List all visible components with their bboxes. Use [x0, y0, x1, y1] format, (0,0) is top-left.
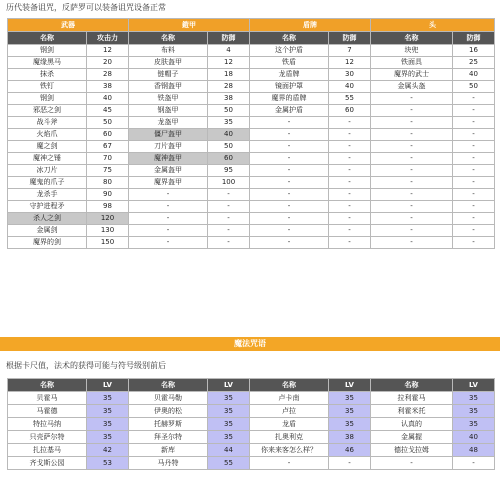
spell-name-cell: -: [250, 457, 329, 470]
spell-name-cell: 扎奥利克: [250, 431, 329, 444]
spell-name-cell: 你来来客怎么样？: [250, 444, 329, 457]
equipment-cell: -: [453, 165, 495, 177]
category-weapon: 武器: [8, 19, 129, 32]
spells-header-cell: 名称: [371, 379, 453, 392]
equipment-row: [8, 69, 495, 81]
spell-level-cell: 42: [87, 444, 129, 457]
spell-row: [8, 457, 495, 470]
equipment-row: [8, 213, 495, 225]
equipment-cell: -: [453, 105, 495, 117]
spell-level-cell: 35: [453, 405, 495, 418]
spells-header-cell: LV: [329, 379, 371, 392]
equipment-header-row: [8, 32, 495, 45]
equipment-cell: 皮肤盔甲: [129, 57, 208, 69]
equipment-cell: -: [129, 189, 208, 201]
equipment-cell: -: [371, 105, 453, 117]
spell-name-cell: 齐戈斯公园: [8, 457, 87, 470]
spell-level-cell: 35: [453, 418, 495, 431]
equipment-cell: 金属护盾: [250, 105, 329, 117]
spell-level-cell: 35: [87, 431, 129, 444]
equipment-cell: -: [208, 237, 250, 249]
equipment-row: [8, 93, 495, 105]
equipment-cell: -: [329, 201, 371, 213]
spell-name-cell: 扎拉基马: [8, 444, 87, 457]
equipment-cell: 邪恶之剑: [8, 105, 87, 117]
spell-level-cell: -: [453, 457, 495, 470]
equipment-row: [8, 81, 495, 93]
spell-row: [8, 418, 495, 431]
equipment-cell: -: [371, 117, 453, 129]
equipment-category-row: [8, 19, 495, 32]
spell-level-cell: 35: [208, 392, 250, 405]
spell-level-cell: 48: [453, 444, 495, 457]
equipment-cell: -: [453, 93, 495, 105]
equipment-cell: 块兜: [371, 45, 453, 57]
equipment-cell: 魔神之锤: [8, 153, 87, 165]
spell-name-cell: 利霍米托: [371, 405, 453, 418]
spell-name-cell: 卢拉: [250, 405, 329, 418]
equipment-cell: -: [371, 93, 453, 105]
equipment-header-cell: 攻击力: [87, 32, 129, 45]
equipment-cell: -: [208, 213, 250, 225]
spell-level-cell: 55: [208, 457, 250, 470]
equipment-cell: 75: [87, 165, 129, 177]
spell-name-cell: 卢卡南: [250, 392, 329, 405]
spell-name-cell: 特拉马纳: [8, 418, 87, 431]
equipment-row: [8, 201, 495, 213]
equipment-cell: -: [250, 129, 329, 141]
equipment-cell: 40: [329, 81, 371, 93]
equipment-cell: -: [371, 201, 453, 213]
equipment-cell: 刀片盔甲: [129, 141, 208, 153]
equipment-row: [8, 153, 495, 165]
spell-name-cell: -: [371, 457, 453, 470]
equipment-cell: 70: [87, 153, 129, 165]
category-armor: 鎧甲: [129, 19, 250, 32]
spell-name-cell: 认真的: [371, 418, 453, 431]
equipment-cell: 金属头盔: [371, 81, 453, 93]
equipment-row: [8, 117, 495, 129]
equipment-cell: 55: [329, 93, 371, 105]
equipment-cell: -: [453, 201, 495, 213]
spell-level-cell: 35: [453, 392, 495, 405]
equipment-cell: 钢剑: [8, 45, 87, 57]
equipment-cell: -: [453, 237, 495, 249]
equipment-cell: 龙盔甲: [129, 117, 208, 129]
equipment-cell: 20: [87, 57, 129, 69]
spell-name-cell: 拉利霍马: [371, 392, 453, 405]
equipment-header-cell: 名称: [8, 32, 87, 45]
equipment-cell: 香钢盔甲: [129, 81, 208, 93]
spell-level-cell: 35: [329, 405, 371, 418]
equipment-cell: 98: [87, 201, 129, 213]
equipment-cell: -: [329, 177, 371, 189]
equipment-table: [7, 18, 495, 249]
equipment-cell: -: [250, 237, 329, 249]
spells-header-cell: LV: [87, 379, 129, 392]
equipment-cell: 钢盔甲: [129, 105, 208, 117]
equipment-cell: 火焰爪: [8, 129, 87, 141]
equipment-cell: -: [453, 225, 495, 237]
spells-header-cell: 名称: [250, 379, 329, 392]
equipment-row: [8, 165, 495, 177]
spell-level-cell: 35: [329, 392, 371, 405]
equipment-cell: 龙杀手: [8, 189, 87, 201]
equipment-cell: 50: [208, 141, 250, 153]
equipment-cell: -: [453, 189, 495, 201]
top-note: 历代装备诅咒，反萨罗可以装备诅咒设备正常: [6, 3, 166, 12]
equipment-cell: 铁盾: [250, 57, 329, 69]
equipment-cell: 镜面护罩: [250, 81, 329, 93]
equipment-cell: 僵尸盔甲: [129, 129, 208, 141]
equipment-cell: -: [371, 153, 453, 165]
equipment-cell: 50: [453, 81, 495, 93]
spell-name-cell: 德拉戈拉姆: [371, 444, 453, 457]
spell-level-cell: 40: [453, 431, 495, 444]
equipment-row: [8, 189, 495, 201]
equipment-cell: -: [453, 129, 495, 141]
equipment-cell: -: [371, 129, 453, 141]
spell-name-cell: 马霍德: [8, 405, 87, 418]
equipment-cell: 40: [208, 129, 250, 141]
spells-header-cell: 名称: [8, 379, 87, 392]
equipment-cell: -: [371, 213, 453, 225]
equipment-cell: -: [250, 201, 329, 213]
spells-header-cell: LV: [208, 379, 250, 392]
equipment-cell: -: [250, 165, 329, 177]
equipment-cell: -: [453, 141, 495, 153]
equipment-cell: 45: [87, 105, 129, 117]
equipment-cell: 16: [453, 45, 495, 57]
spell-level-cell: 35: [87, 392, 129, 405]
spell-name-cell: 伊奥的松: [129, 405, 208, 418]
equipment-cell: 魔界的剑: [8, 237, 87, 249]
spell-name-cell: 贝霍马勒: [129, 392, 208, 405]
equipment-cell: 50: [87, 117, 129, 129]
equipment-cell: -: [129, 225, 208, 237]
equipment-header-cell: 名称: [371, 32, 453, 45]
spell-name-cell: 拜圣尔特: [129, 431, 208, 444]
equipment-cell: 12: [329, 57, 371, 69]
equipment-cell: 35: [208, 117, 250, 129]
equipment-cell: -: [371, 177, 453, 189]
spell-name-cell: 龙盾: [250, 418, 329, 431]
equipment-cell: -: [329, 165, 371, 177]
equipment-cell: 30: [329, 69, 371, 81]
equipment-cell: -: [453, 177, 495, 189]
equipment-cell: 魔神盔甲: [129, 153, 208, 165]
equipment-cell: 冰刀片: [8, 165, 87, 177]
equipment-cell: -: [453, 153, 495, 165]
equipment-cell: 90: [87, 189, 129, 201]
equipment-cell: -: [250, 225, 329, 237]
spells-table: [7, 378, 495, 470]
equipment-cell: -: [371, 189, 453, 201]
equipment-row: [8, 45, 495, 57]
spell-level-cell: 35: [208, 418, 250, 431]
equipment-cell: 38: [87, 81, 129, 93]
equipment-cell: 120: [87, 213, 129, 225]
equipment-cell: 钢剑: [8, 93, 87, 105]
equipment-cell: 铁面具: [371, 57, 453, 69]
equipment-cell: 4: [208, 45, 250, 57]
equipment-header-cell: 防御: [208, 32, 250, 45]
equipment-cell: 魔界的盾牌: [250, 93, 329, 105]
equipment-cell: 80: [87, 177, 129, 189]
equipment-cell: -: [208, 225, 250, 237]
equipment-cell: 龙盾牌: [250, 69, 329, 81]
equipment-cell: 7: [329, 45, 371, 57]
equipment-cell: -: [250, 213, 329, 225]
equipment-cell: 130: [87, 225, 129, 237]
equipment-cell: 12: [208, 57, 250, 69]
spell-name-cell: 贝霍马: [8, 392, 87, 405]
equipment-cell: 38: [208, 93, 250, 105]
equipment-cell: 魔缘黑马: [8, 57, 87, 69]
equipment-cell: -: [453, 117, 495, 129]
equipment-cell: -: [129, 213, 208, 225]
equipment-cell: -: [371, 237, 453, 249]
spell-level-cell: 35: [87, 418, 129, 431]
equipment-cell: 67: [87, 141, 129, 153]
equipment-cell: 抹杀: [8, 69, 87, 81]
equipment-cell: 魔界的武士: [371, 69, 453, 81]
equipment-cell: -: [329, 129, 371, 141]
equipment-cell: 18: [208, 69, 250, 81]
equipment-cell: -: [129, 237, 208, 249]
equipment-cell: 战斗斧: [8, 117, 87, 129]
equipment-cell: -: [329, 189, 371, 201]
category-shield: 盾牌: [250, 19, 371, 32]
spell-name-cell: 新库: [129, 444, 208, 457]
equipment-cell: -: [329, 153, 371, 165]
equipment-row: [8, 177, 495, 189]
spell-name-cell: 金属握: [371, 431, 453, 444]
equipment-cell: -: [329, 213, 371, 225]
equipment-cell: -: [208, 189, 250, 201]
equipment-cell: 60: [208, 153, 250, 165]
equipment-cell: 60: [329, 105, 371, 117]
spell-level-cell: 53: [87, 457, 129, 470]
equipment-cell: 布料: [129, 45, 208, 57]
equipment-cell: 28: [208, 81, 250, 93]
equipment-cell: -: [250, 189, 329, 201]
spell-level-cell: 38: [329, 431, 371, 444]
equipment-cell: 链帽子: [129, 69, 208, 81]
equipment-cell: -: [329, 117, 371, 129]
equipment-cell: 12: [87, 45, 129, 57]
spells-note: 根据卡尺值，法术的获得可能与符号级别前后: [6, 361, 166, 370]
equipment-cell: 铁盔甲: [129, 93, 208, 105]
equipment-row: [8, 237, 495, 249]
equipment-cell: -: [129, 201, 208, 213]
spell-level-cell: 35: [329, 418, 371, 431]
category-head: 头: [371, 19, 495, 32]
equipment-row: [8, 141, 495, 153]
spell-level-cell: -: [329, 457, 371, 470]
equipment-row: [8, 225, 495, 237]
spell-level-cell: 35: [208, 405, 250, 418]
spell-name-cell: 托赫罗斯: [129, 418, 208, 431]
spells-header-row: [8, 379, 495, 392]
spell-name-cell: 只壳萨尔特: [8, 431, 87, 444]
equipment-cell: -: [371, 225, 453, 237]
equipment-cell: 60: [87, 129, 129, 141]
equipment-cell: 魔鬼的爪子: [8, 177, 87, 189]
spell-level-cell: 46: [329, 444, 371, 457]
equipment-cell: 守护进程矛: [8, 201, 87, 213]
spell-row: [8, 431, 495, 444]
equipment-cell: -: [371, 165, 453, 177]
equipment-header-cell: 名称: [129, 32, 208, 45]
equipment-cell: 28: [87, 69, 129, 81]
equipment-header-cell: 防御: [329, 32, 371, 45]
spell-level-cell: 35: [208, 431, 250, 444]
equipment-cell: -: [329, 237, 371, 249]
equipment-row: [8, 129, 495, 141]
spells-header-cell: LV: [453, 379, 495, 392]
equipment-cell: 魔界盔甲: [129, 177, 208, 189]
equipment-cell: 金属盔甲: [129, 165, 208, 177]
spell-level-cell: 44: [208, 444, 250, 457]
spells-band-title: 魔法咒语: [234, 339, 266, 348]
equipment-cell: 40: [87, 93, 129, 105]
equipment-header-cell: 名称: [250, 32, 329, 45]
spells-header-cell: 名称: [129, 379, 208, 392]
equipment-cell: -: [329, 225, 371, 237]
equipment-cell: 50: [208, 105, 250, 117]
equipment-cell: 150: [87, 237, 129, 249]
equipment-cell: -: [250, 141, 329, 153]
equipment-cell: -: [250, 177, 329, 189]
spell-name-cell: 马丹特: [129, 457, 208, 470]
equipment-cell: 40: [453, 69, 495, 81]
equipment-cell: -: [250, 153, 329, 165]
equipment-cell: -: [250, 117, 329, 129]
equipment-cell: 铁钉: [8, 81, 87, 93]
equipment-cell: -: [329, 141, 371, 153]
equipment-cell: -: [371, 141, 453, 153]
equipment-cell: 金属剑: [8, 225, 87, 237]
equipment-cell: 95: [208, 165, 250, 177]
equipment-cell: 这个护盾: [250, 45, 329, 57]
equipment-cell: -: [453, 213, 495, 225]
equipment-cell: -: [208, 201, 250, 213]
equipment-cell: 100: [208, 177, 250, 189]
equipment-cell: 魔之剑: [8, 141, 87, 153]
equipment-cell: 杀人之剑: [8, 213, 87, 225]
spell-row: [8, 392, 495, 405]
spell-level-cell: 35: [87, 405, 129, 418]
spells-band: [0, 337, 500, 351]
equipment-row: [8, 57, 495, 69]
spell-row: [8, 444, 495, 457]
equipment-row: [8, 105, 495, 117]
equipment-cell: 25: [453, 57, 495, 69]
spell-row: [8, 405, 495, 418]
equipment-header-cell: 防御: [453, 32, 495, 45]
